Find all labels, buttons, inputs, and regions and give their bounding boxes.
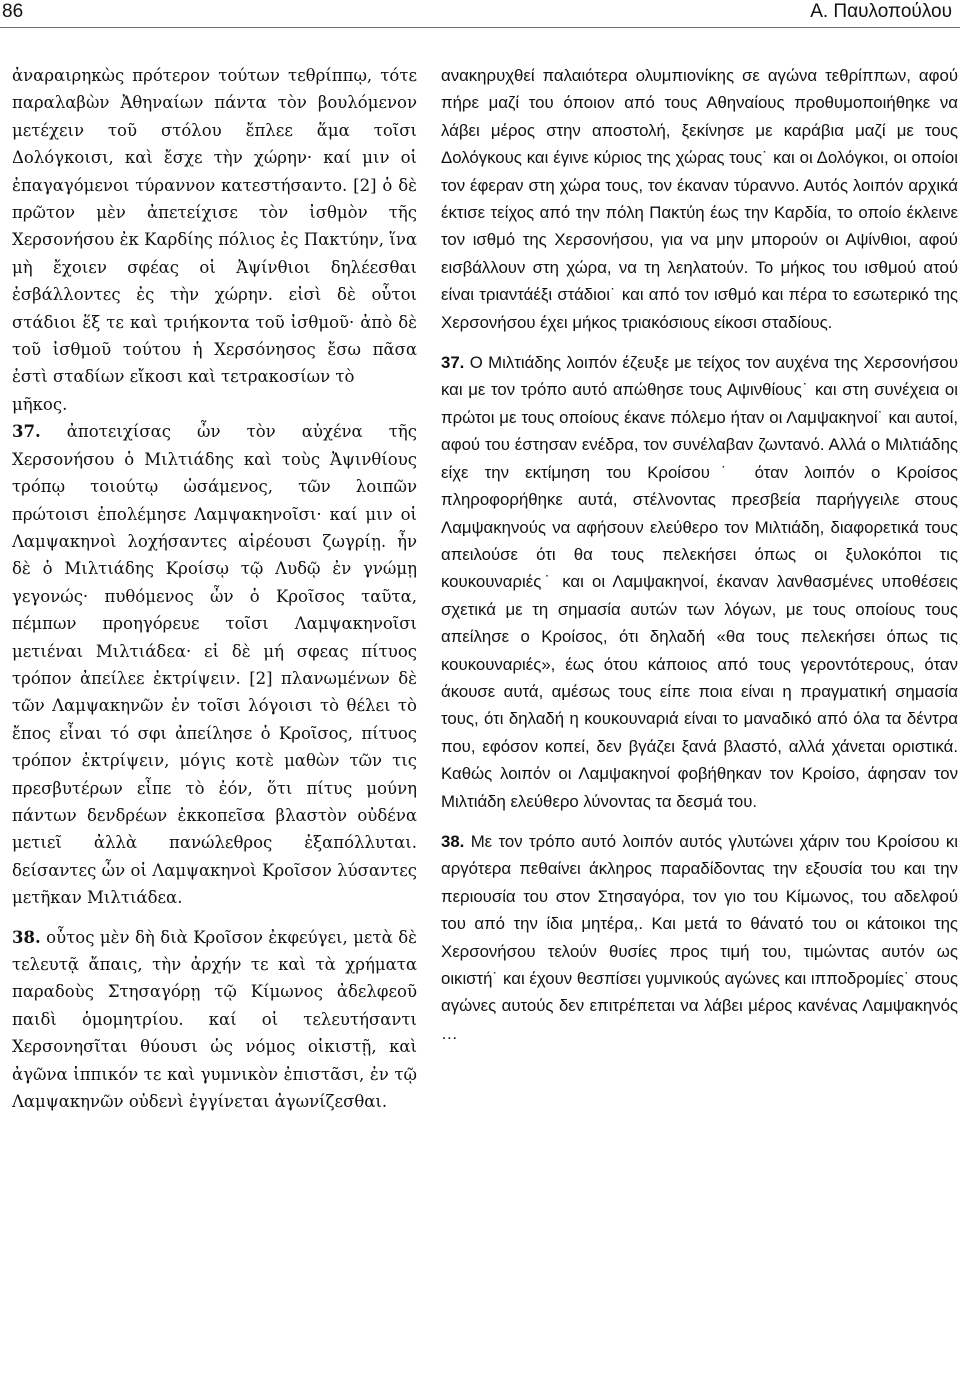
- section-number: 38.: [12, 927, 41, 947]
- modern-paragraph-36: ανακηρυχθεί παλαιότερα ολυμπιονίκης σε αγώνα τεθρίππων, αφού πήρε μαζί του όποιον από τους Αθηναίους προθυμοποιήθηκε να λάβει μέρος στην αποστολή, ξεκίνησε με καράβια μαζί με τους Δολόγκους και έγινε κύριος της χώρας τους˙ και οι Δολόγκοι, οι οποίοι τον έφεραν στη χώρα τους, τον έκαναν τύραννο. Αυτός λοιπόν αρχικά έκτισε τείχος από την πόλη Πακτύη έως την Καρδία, το οποίο έκλεινε τον ισθμό της Χερσονήσου, για να μην μπορούν οι Αψίνθιοι, αφού εισβάλλουν στη χώρα, να τη λεηλατούν. Το μήκος του ισθμού ατού είναι τριαντάέξι στάδιοι˙ και από τον ισθμό και πέρα το εσωτερικό της Χερσονήσου έχει μήκος τριακόσιους είκοσι σταδίους.: [441, 66, 958, 332]
- greek-paragraph-37-text: ἀποτειχίσας ὦν τὸν αὐχένα τῆς Χερσονήσου ὁ Μιλτιάδης καὶ τοὺς Ἀψινθίους τρόπῳ τοιούτῳ ὠσάμενος, τῶν λοιπῶν πρώτοισι ἐπολέμησε Λαμψακηνοῖσι· καί μιν οἱ Λαμψακηνοὶ λοχήσαντες αἱρέουσι ζωγρίῃ. ἦν δὲ ὁ Μιλτιάδης Κροίσῳ τῷ Λυδῷ ἐν γνώμῃ γεγονώς· πυθόμενος ὦν ὁ Κροῖσος ταῦτα, πέμπων προηγόρευε τοῖσι Λαμψακηνοῖσι μετιέναι Μιλτιάδεα· εἰ δὲ μή σφεας πίτυος τρόπον ἀπείλεε ἐκτρίψειν. [2] πλανωμένων δὲ τῶν Λαμψακηνῶν ἐν τοῖσι λόγοισι τὸ θέλει τὸ ἔπος εἶναι τό σφι ἀπείλησε ὁ Κροῖσος, πίτυος τρόπον ἐκτρίψειν, μόγις κοτὲ μαθὼν τῶν τις πρεσβυτέρων εἶπε τὸ ἐόν, ὅτι πίτυς μούνη πάντων δενδρέων ἐκκοπεῖσα βλαστὸν οὐδένα μετιεῖ ἀλλὰ πανώλεθρος ἐξαπόλλυται. δείσαντες ὦν οἱ Λαμψακηνοὶ Κροῖσον λύσαντες μετῆκαν Μιλτιάδεα.: [12, 422, 417, 908]
- greek-paragraph-36: ἀναραιρηκὼς πρότερον τούτων τεθρίππῳ, τότε παραλαβὼν Ἀθηναίων πάντα τὸν βουλόμενον μετέχειν τοῦ στόλου ἔπλεε ἅμα τοῖσι Δολόγκοισι, καὶ ἔσχε τὴν χώρην· καί μιν οἱ ἐπαγαγόμενοι τύραννον κατεστήσαντο. [2] ὁ δὲ πρῶτον μὲν ἀπετείχισε τὸν ἰσθμὸν τῆς Χερσονήσου ἐκ Καρδίης πόλιος ἐς Πακτύην, ἵνα μὴ ἔχοιεν σφέας οἱ Ἀψίνθιοι δηλέεσθαι ἐσβάλλοντες ἐς τὴν χώρην. εἰσὶ δὲ οὗτοι στάδιοι ἕξ τε καὶ τριήκοντα τοῦ ἰσθμοῦ· ἀπὸ δὲ τοῦ ἰσθμοῦ τούτου ἡ Χερσόνησος ἔσω πᾶσα ἐστὶ σταδίων εἴκοσι καὶ τετρακοσίων τὸ: [12, 66, 417, 387]
- section-number: 38.: [441, 831, 465, 851]
- section-number: 37.: [441, 353, 465, 373]
- section-number: 37.: [12, 422, 41, 442]
- ancient-greek-column: [12, 62, 417, 1115]
- modern-paragraph-38-text: Με τον τρόπο αυτό λοιπόν αυτός γλυτώνει χάριν του Κροίσου κι αργότερα πεθαίνει άκληρος παραδίδοντας την εξουσία του και την περιουσία του στον Στησαγόρα, τον γιο του Κίμωνος, του αδελφού του από την ίδια μητέρα,. Και μετά το θάνατό του οι κάτοικοι της Χερσονήσου τελούν θυσίες προς τιμή του, τιμώντας αυτόν ως οικιστή˙ και έχουν θεσπίσει γυμνικούς αγώνες και ιπποδρομίες˙ στους αγώνες αυτούς δεν επιτρέπεται να λάβει μέρος κανένας Λαμψακηνός …: [441, 831, 958, 1043]
- header-rule: [0, 27, 960, 28]
- greek-paragraph-38-text: οὗτος μὲν δὴ διὰ Κροῖσον ἐκφεύγει, μετὰ δὲ τελευτᾷ ἄπαις, τὴν ἀρχήν τε καὶ τὰ χρήματα παραδοὺς Στησαγόρῃ τῷ Κίμωνος ἀδελφεοῦ παιδὶ ὁμομητρίου. καί οἱ τελευτήσαντι Χερσονησῖται θύουσι ὡς νόμος οἰκιστῇ, καὶ ἀγῶνα ἱππικόν τε καὶ γυμνικὸν ἐπιστᾶσι, ἐν τῷ Λαμψακηνῶν οὐδενὶ ἐγγίνεται ἀγωνίζεσθαι.: [12, 927, 417, 1112]
- modern-paragraph-38: [441, 828, 958, 1047]
- page-number: 86: [2, 1, 24, 22]
- greek-paragraph-36-end: μῆκος.: [12, 394, 68, 414]
- modern-paragraph-37-text: Ο Μιλτιάδης λοιπόν έζευξε με τείχος τον αυχένα της Χερσονήσου και με τον τρόπο αυτό απώθησε τους Αψινθίους˙ και στη συνέχεια οι πρώτοι με τους οποίους έκανε πόλεμο ήταν οι Λαμψακηνοί˙ και αυτοί, αφού του έστησαν ενέδρα, τον συνέλαβαν ζωντανό. Αλλά ο Μιλτιάδης είχε την εκτίμηση του Κροίσου˙ όταν λοιπόν ο Κροίσος πληροφορήθηκε αυτά, στέλνοντας πρεσβεία παρήγγειλε στους Λαμψακηνούς να αφήσουν ελεύθερο τον Μιλτιάδη, διαφορετικά τους απειλούσε ότι θα τους πελεκήσει όπως οι ξυλοκόποι τις κουκουναριές˙ και οι Λαμψακηνοί, έκαναν λανθασμένες υποθέσεις σχετικά με τη σημασία αυτών των λόγων, με τους οποίους τους απείλησε ο Κροίσος, ότι δηλαδή «θα τους πελεκήσει όπως τις κουκουναριές», έως ότου κάποιος από τους γεροντότερους, όταν άκουσε αυτά, αμέσως τους είπε ποια είναι η πραγματική σημασία τους, ότι δηλαδή η κουκουναριά είναι το μαναδικό από όλα τα δέντρα που, εφόσον κοπεί, δεν βγάζει ξανά βλαστό, αλλά χάνεται οριστικά. Καθώς λοιπόν οι Λαμψακηνοί φοβήθηκαν τον Κροίσο, άφησαν τον Μιλτιάδη ελεύθερο λύνοντας τα δεσμά του.: [441, 353, 958, 811]
- greek-paragraph-38: [12, 924, 417, 1116]
- modern-paragraph-37: [441, 349, 958, 815]
- running-head: Α. Παυλοπούλου: [810, 1, 952, 22]
- modern-greek-column: [441, 62, 958, 1047]
- greek-paragraph-37: [12, 418, 417, 911]
- page-header: [0, 0, 960, 26]
